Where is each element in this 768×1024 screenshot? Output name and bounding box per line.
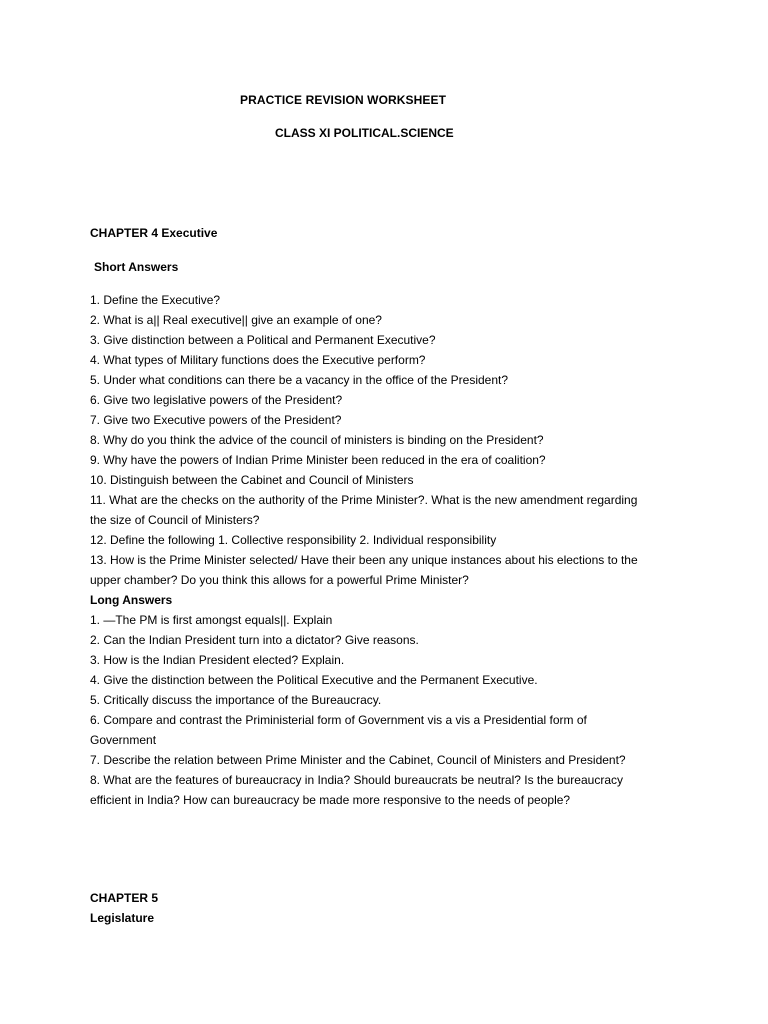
short-answer-line: 10. Distinguish between the Cabinet and Council of Ministers [90, 473, 414, 487]
chapter-4-heading: CHAPTER 4 Executive [90, 226, 218, 240]
short-answer-line: 5. Under what conditions can there be a vacancy in the office of the President? [90, 373, 509, 387]
short-answer-line: 8. Why do you think the advice of the council of ministers is binding on the President? [90, 433, 544, 447]
questions-block [90, 290, 690, 810]
short-answer-line: 1. Define the Executive? [90, 293, 221, 307]
short-answer-line: 4. What types of Military functions does the Executive perform? [90, 353, 426, 367]
long-answer-line: 4. Give the distinction between the Political Executive and the Permanent Executive. [90, 673, 538, 687]
page-title: PRACTICE REVISION WORKSHEET [240, 93, 447, 107]
long-answer-line: 8. What are the features of bureaucracy in India? Should bureaucrats be neutral? Is the bureaucracy [90, 773, 623, 787]
long-answer-line: 6. Compare and contrast the Priministerial form of Government vis a vis a Presidential form of [90, 713, 587, 727]
long-answer-line: 7. Describe the relation between Prime Minister and the Cabinet, Council of Ministers and President? [90, 753, 626, 767]
short-answer-line: 2. What is a|| Real executive|| give an example of one? [90, 313, 382, 327]
class-subtitle: CLASS XI POLITICAL.SCIENCE [275, 126, 454, 140]
short-answer-line: 9. Why have the powers of Indian Prime Minister been reduced in the era of coalition? [90, 453, 546, 467]
short-answers-heading: Short Answers [94, 260, 179, 274]
short-answer-line: 12. Define the following 1. Collective responsibility 2. Individual responsibility [90, 533, 497, 547]
short-answer-line: 6. Give two legislative powers of the President? [90, 393, 343, 407]
long-answer-line: 3. How is the Indian President elected? Explain. [90, 653, 345, 667]
long-answer-line: 1. —The PM is first amongst equals||. Explain [90, 613, 333, 627]
long-answer-line: Government [90, 733, 157, 747]
short-answer-line: 3. Give distinction between a Political and Permanent Executive? [90, 333, 436, 347]
short-answer-line: 13. How is the Prime Minister selected/ Have their been any unique instances about his elections to the [90, 553, 638, 567]
long-answers-heading: Long Answers [90, 593, 173, 607]
chapter-5-heading: CHAPTER 5 [90, 891, 159, 905]
chapter-5-subheading: Legislature [90, 911, 155, 925]
long-answer-line: efficient in India? How can bureaucracy be made more responsive to the needs of people? [90, 793, 571, 807]
short-answer-line: 7. Give two Executive powers of the President? [90, 413, 342, 427]
short-answer-line: upper chamber? Do you think this allows for a powerful Prime Minister? [90, 573, 469, 587]
short-answer-line: 11. What are the checks on the authority of the Prime Minister?. What is the new amendment regarding [90, 493, 638, 507]
chapter-5-section [90, 888, 158, 928]
long-answer-line: 2. Can the Indian President turn into a dictator? Give reasons. [90, 633, 419, 647]
short-answer-line: the size of Council of Ministers? [90, 513, 260, 527]
long-answer-line: 5. Critically discuss the importance of the Bureaucracy. [90, 693, 382, 707]
